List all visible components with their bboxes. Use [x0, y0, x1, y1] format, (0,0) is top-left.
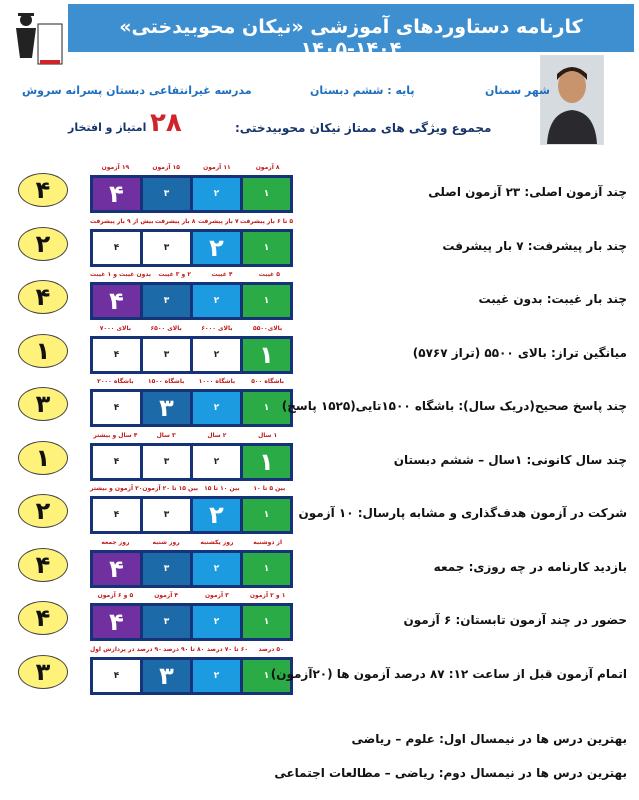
tier-cell: ۳ [143, 606, 190, 638]
tier-cell: ۴ [93, 392, 140, 424]
row-description: اتمام آزمون قبل از ساعت ۱۲: ۸۷ درصد آزمون ها (۲۰آزمون) [270, 666, 627, 681]
tier-labels [90, 592, 293, 599]
row-description: چند بار غیبت: بدون غیبت [478, 292, 627, 306]
tier-label: باشگاه ۵۰۰ [251, 378, 285, 385]
tier-label: ۷ بار پیشرفت [198, 217, 239, 225]
tier-grid [90, 282, 293, 320]
tier-cell: ۳ [143, 446, 190, 478]
tier-label: ۲ سال [207, 431, 227, 439]
tier-label: بدون غیبت و ۱ غیبت [90, 271, 152, 278]
tier-label: از دوشنبه [253, 538, 283, 546]
tier-label: ۹۰ درصد در پردازش اول [90, 645, 162, 653]
summary-suffix: امتیاز و افتخار [68, 121, 147, 134]
tier-cell: ۲ [193, 392, 240, 424]
tier-cell: ۲ [193, 178, 240, 210]
tier-cell: ۴ [93, 285, 140, 317]
tier-label: ۶۰ تا ۷۰ درصد [206, 645, 249, 653]
score-circle: ۴ [18, 280, 68, 314]
row-description: حضور در چند آزمون تابستان: ۶ آزمون [403, 613, 627, 627]
tier-label: ۸ بار پیشرفت [154, 217, 196, 225]
tier-grid [90, 603, 293, 641]
tier-cell: ۱ [243, 285, 290, 317]
tier-label: بالای ۶۰۰۰ [201, 324, 233, 332]
tier-label: ۱۹ آزمون [101, 164, 130, 171]
tier-cell: ۳ [143, 232, 190, 264]
tier-cell: ۴ [93, 232, 140, 264]
tier-cell: ۲ [193, 285, 240, 317]
tier-label: ۳ آزمون [204, 592, 229, 599]
row-description: چند بار پیشرفت: ۷ بار پیشرفت [442, 238, 627, 253]
tier-cell: ۲ [193, 606, 240, 638]
tier-label: ۲ و ۳ غیبت [158, 271, 192, 278]
tier-labels [90, 325, 293, 332]
tier-label: ۲۰ آزمون و بیشتر [90, 485, 143, 492]
tier-label: ۱۱ آزمون [203, 164, 231, 171]
score-circle: ۲ [18, 494, 68, 528]
tier-cell: ۴ [93, 178, 140, 210]
tier-label: ۱ سال [258, 431, 278, 439]
tier-cell: ۳ [143, 285, 190, 317]
tier-label: بین ۵ تا ۱۰ [253, 485, 286, 492]
kanoon-logo [10, 10, 66, 70]
tier-label: ۴ سال و بیشتر [93, 431, 138, 439]
tier-cell: ۳ [143, 392, 190, 424]
achievement-row [0, 374, 639, 430]
tier-label: روز شنبه [152, 538, 180, 546]
tier-labels [90, 164, 293, 171]
tier-labels [90, 646, 293, 653]
best-subjects-first-term: بهترین درس ها در نیمسال اول: علوم – ریاضی [351, 732, 627, 746]
tier-grid [90, 175, 293, 213]
tier-label: بین ۱۰ تا ۱۵ [204, 485, 240, 492]
tier-cell: ۳ [143, 553, 190, 585]
row-description: میانگین تراز: بالای ۵۵۰۰ (تراز ۵۷۶۷) [412, 345, 627, 360]
tier-grid [90, 443, 293, 481]
tier-label: بین ۱۵ تا ۲۰ آزمون [142, 485, 199, 492]
tier-cell: ۱ [243, 232, 290, 264]
achievement-row [0, 481, 639, 537]
achievement-row [0, 428, 639, 484]
score-circle: ۲ [18, 227, 68, 261]
tier-cell: ۲ [193, 553, 240, 585]
tier-cell: ۳ [143, 499, 190, 531]
tier-label: باشگاه ۱۰۰۰ [198, 378, 236, 385]
tier-cell: ۳ [143, 660, 190, 692]
tier-grid [90, 336, 293, 374]
tier-cell: ۴ [93, 660, 140, 692]
score-circle: ۴ [18, 548, 68, 582]
tier-label: روز جمعه [101, 538, 130, 546]
tier-grid [90, 657, 293, 695]
tier-cell: ۱ [243, 178, 290, 210]
tier-label: ۳ سال [156, 431, 176, 439]
tier-cell: ۱ [243, 446, 290, 478]
row-description: چند سال کانونی: ۱سال – ششم دبستان [393, 452, 627, 467]
tier-label: ۵۰ درصد [258, 645, 284, 653]
tier-cell: ۲ [193, 446, 240, 478]
tier-cell: ۱ [243, 392, 290, 424]
tier-label: ۴ آزمون [154, 592, 179, 599]
tier-cell: ۳ [143, 178, 190, 210]
achievement-row [0, 267, 639, 323]
tier-labels [90, 218, 293, 225]
tier-cell: ۱ [243, 499, 290, 531]
tier-label: ۸ آزمون [255, 164, 280, 171]
achievement-row [0, 321, 639, 377]
tier-cell: ۴ [93, 339, 140, 371]
student-photo [540, 55, 604, 145]
row-description: بازدید کارنامه در چه روزی: جمعه [433, 559, 627, 574]
tier-cell: ۲ [193, 499, 240, 531]
tier-label: ۸۰ تا ۹۰ درصد [163, 645, 205, 653]
score-circle: ۴ [18, 173, 68, 207]
grade-text: پایه : ششم دبستان [310, 84, 415, 97]
tier-cell: ۱ [243, 553, 290, 585]
tier-labels [90, 485, 293, 492]
tier-grid [90, 550, 293, 588]
tier-label: روز یکشنبه [200, 538, 234, 546]
tier-cell: ۴ [93, 499, 140, 531]
tier-label: ۵ تا ۶ بار پیشرفت [240, 217, 294, 225]
tier-label: ۵ غیبت [258, 271, 280, 278]
tier-grid [90, 496, 293, 534]
tier-labels [90, 271, 293, 278]
row-description: شرکت در آزمون هدف‌گذاری و مشابه پارسال: ۱۰ آزمون [298, 506, 627, 520]
tier-label: باشگاه ۲۰۰۰ [97, 378, 134, 385]
achievement-row [0, 214, 639, 270]
tier-cell: ۱ [243, 606, 290, 638]
row-description: چند آزمون اصلی: ۲۳ آزمون اصلی [428, 185, 627, 199]
achievement-row [0, 588, 639, 644]
tier-label: ۱۵ آزمون [152, 164, 180, 171]
tier-cell: ۱ [243, 339, 290, 371]
tier-label: بالای ۷۰۰۰ [99, 324, 131, 332]
score-circle: ۱ [18, 334, 68, 368]
row-description: چند پاسخ صحیح(دریک سال): باشگاه ۱۵۰۰تایی(۱۵۲۵ پاسخ) [281, 399, 627, 413]
score-circle: ۱ [18, 441, 68, 475]
tier-cell: ۴ [93, 446, 140, 478]
tier-label: ۱ و ۲ آزمون [249, 592, 286, 599]
header-bar [68, 4, 634, 60]
tier-cell: ۲ [193, 232, 240, 264]
tier-labels [90, 378, 293, 385]
tier-labels [90, 539, 293, 546]
tier-label: ۵ و ۶ آزمون [97, 592, 134, 599]
achievement-row [0, 642, 639, 698]
tier-grid [90, 229, 293, 267]
tier-grid [90, 389, 293, 427]
achievement-row [0, 160, 639, 216]
header-title: کارنامه دستاوردهای آموزشی «نیکان محوبیدختی» ۱۴۰۴-۱۴۰۵ [119, 16, 583, 60]
score-circle: ۴ [18, 601, 68, 635]
best-subjects-second-term: بهترین درس ها در نیمسال دوم: ریاضی – مطالعات اجتماعی [274, 766, 627, 780]
tier-label: باشگاه ۱۵۰۰ [147, 378, 185, 385]
tier-cell: ۲ [193, 339, 240, 371]
summary-label: مجموع ویژگی های ممتاز نیکان محوبیدختی: [235, 121, 492, 135]
tier-label: بالای۵۵۰۰ [253, 324, 283, 332]
tier-cell: ۴ [93, 606, 140, 638]
tier-label: ۴ غیبت [211, 271, 233, 278]
tier-label: بالای ۶۵۰۰ [150, 324, 182, 332]
score-circle: ۳ [18, 655, 68, 689]
tier-cell: ۱ [243, 660, 290, 692]
achievement-row [0, 535, 639, 591]
score-circle: ۳ [18, 387, 68, 421]
school-text: مدرسه غیرانتفاعی دبستان پسرانه سروش [22, 84, 252, 97]
tier-cell: ۳ [143, 339, 190, 371]
summary-total: ۲۸ [150, 108, 182, 138]
tier-labels [90, 432, 293, 439]
tier-cell: ۲ [193, 660, 240, 692]
city-text: شهر سمنان [485, 84, 550, 97]
tier-label: بیش از ۹ بار پیشرفت [90, 217, 154, 225]
tier-cell: ۴ [93, 553, 140, 585]
